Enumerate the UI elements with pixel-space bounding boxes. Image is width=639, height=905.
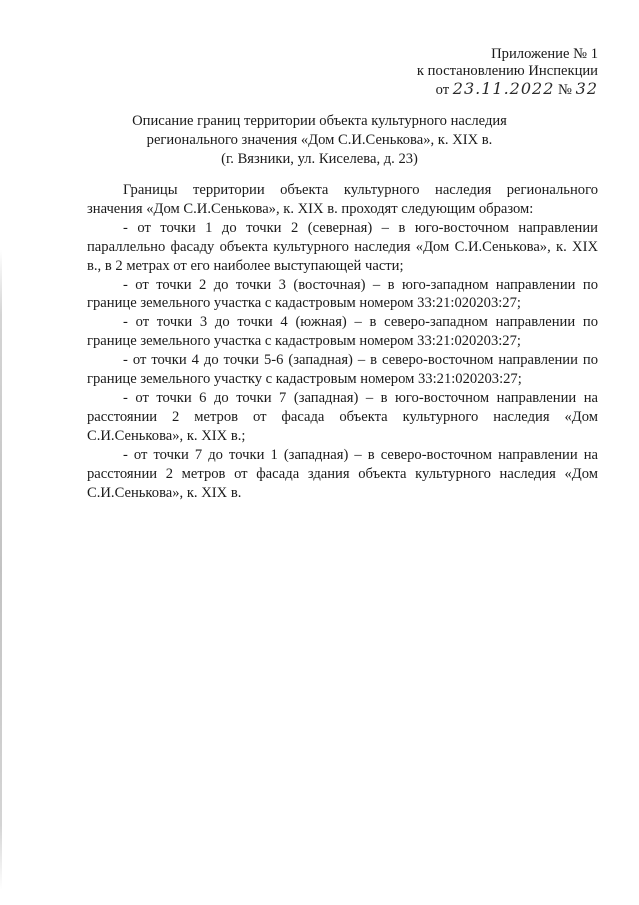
paragraph-segment-2-3: - от точки 2 до точки 3 (восточная) – в юго-западном направлении по границе земельного участка с кадастровым номером 33:21:020203:27; xyxy=(87,276,598,312)
paragraph-segment-6-7: - от точки 6 до точки 7 (западная) – в юго-восточном направлении на расстоянии 2 метров от фасада объекта культурного наследия «Дом С.И.Сенькова», к. XIX в.; xyxy=(87,389,598,444)
document-body xyxy=(87,181,598,502)
handwritten-date: 23.11.2022 xyxy=(452,79,555,98)
paragraph-segment-4-6: - от точки 4 до точки 5-6 (западная) – в северо-восточном направлении по границе земельного участку с кадастровым номером 33:21:020203:27; xyxy=(87,352,598,388)
title-line-1: Описание границ территории объекта культурного наследия xyxy=(132,113,507,129)
annex-date-line xyxy=(417,80,598,99)
scan-edge-shadow xyxy=(0,250,2,890)
paragraph-intro: Границы территории объекта культурного наследия регионального значения «Дом С.И.Сенькова», к. XIX в. проходят следующим образом: xyxy=(87,182,598,217)
annex-reference: к постановлению Инспекции xyxy=(416,63,598,79)
annex-number-sign: № xyxy=(558,82,572,98)
annex-header xyxy=(417,46,598,99)
paragraph-segment-3-4: - от точки 3 до точки 4 (южная) – в северо-западном направлении по границе земельного участка с кадастровым номером 33:21:020203:27; xyxy=(87,314,598,350)
title-line-2: регионального значения «Дом С.И.Сенькова», к. XIX в. xyxy=(146,132,493,148)
handwritten-number: 32 xyxy=(575,79,598,98)
annex-date-prefix: от xyxy=(435,82,450,98)
paragraph-segment-7-1: - от точки 7 до точки 1 (западная) – в северо-восточном направлении на расстоянии 2 метров от фасада здания объекта культурного наследия «Дом С.И.Сенькова», к. XIX в. xyxy=(87,446,598,501)
document-title xyxy=(60,112,579,169)
title-line-3: (г. Вязники, ул. Киселева, д. 23) xyxy=(221,151,418,167)
annex-number: Приложение № 1 xyxy=(491,46,598,62)
paragraph-segment-1-2: - от точки 1 до точки 2 (северная) – в юго-восточном направлении параллельно фасаду объекта культурного наследия «Дом С.И.Сенькова», к. XIX в., в 2 метрах от его наиболее выступающей части; xyxy=(87,219,598,274)
